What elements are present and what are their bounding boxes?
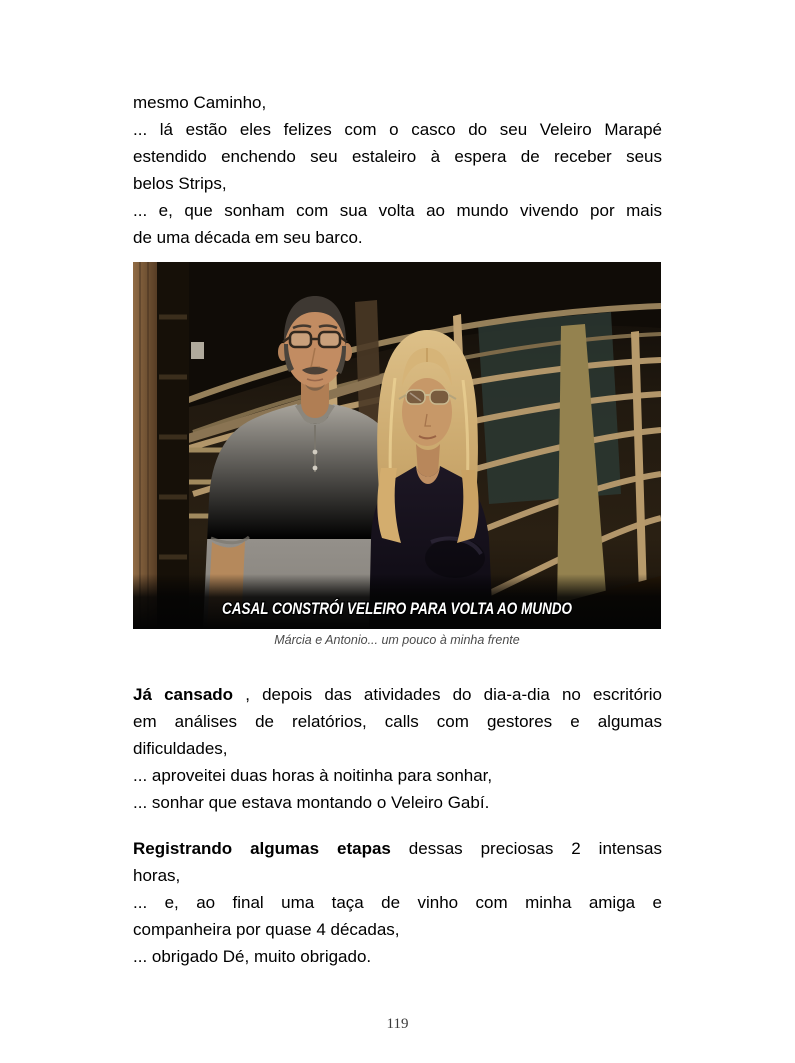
paragraph-opening [133,89,662,251]
paragraph-ja-cansado [133,681,662,816]
text-line: ... sonhar que estava montando o Veleiro Gabí. [133,793,490,812]
text-line: horas, [133,866,181,885]
news-video-still [133,262,661,629]
text-line: mesmo Caminho, [133,93,267,112]
page-number: 119 [386,1016,409,1032]
text-line: Já cansado , depois das atividades do dia-a-dia no escritório [133,685,662,704]
chyron-text: CASAL CONSTRÓI VELEIRO PARA VOLTA AO MUNDO [222,600,650,618]
text-line: ... e, que sonham com sua volta ao mundo vivendo por mais [133,201,662,220]
text-line: ... aproveitei duas horas à noitinha para sonhar, [133,766,493,785]
photo-caption: Márcia e Antonio... um pouco à minha frente [274,633,520,647]
text-line: ... e, ao final uma taça de vinho com minha amiga e [133,893,662,912]
text-line: dificuldades, [133,739,228,758]
text-line: de uma década em seu barco. [133,228,363,247]
text-line: companheira por quase 4 décadas, [133,920,400,939]
text-line: ... obrigado Dé, muito obrigado. [133,947,372,966]
paragraph-registrando [133,835,662,970]
text-line: belos Strips, [133,174,227,193]
text-line: estendido enchendo seu estaleiro à espera de receber seus [133,147,662,166]
boatyard-photo-illustration [133,262,661,629]
text-line: Registrando algumas etapas dessas preciosas 2 intensas [133,839,662,858]
text-line: ... lá estão eles felizes com o casco do seu Veleiro Marapé [133,120,662,139]
chyron [133,574,661,629]
text-line: em análises de relatórios, calls com gestores e algumas [133,712,662,731]
